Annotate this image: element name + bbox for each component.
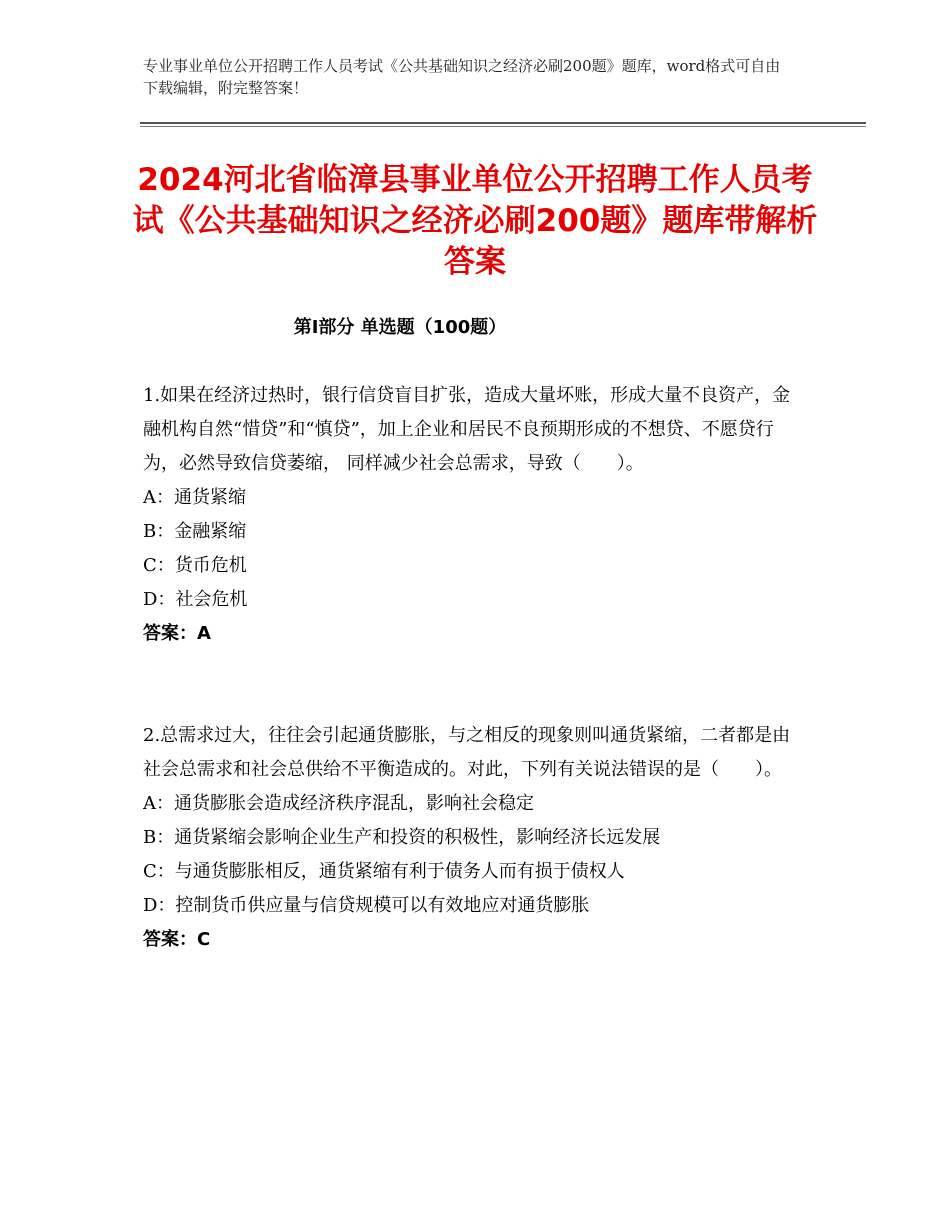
question-text: 2.总需求过大，往往会引起通货膨胀，与之相反的现象则叫通货紧缩，二者都是由社会总需求和社会总供给不平衡造成的。对此，下列有关说法错误的是（ ）。 [143,725,791,780]
header-rule-thick [140,122,866,124]
option-b: B：金融紧缩 [143,521,247,542]
answer: 答案：C [143,929,211,950]
option-c: C：与通货膨胀相反，通货紧缩有利于债务人而有损于债权人 [143,861,625,882]
option-a: A：通货紧缩 [143,487,246,508]
option-a: A：通货膨胀会造成经济秩序混乱，影响社会稳定 [143,793,534,814]
answer: 答案：A [143,623,211,644]
option-d: D：社会危机 [143,589,248,610]
option-b: B：通货紧缩会影响企业生产和投资的积极性，影响经济长远发展 [143,827,661,848]
question-text: 1.如果在经济过热时，银行信贷盲目扩张，造成大量坏账，形成大量不良资产，金融机构自然“惜贷”和“慎贷”，加上企业和居民不良预期形成的不想贷、不愿贷行为，必然导致信贷萎缩， 同样减少社会总需求，导致（ ）。 [143,385,791,474]
question-2 [143,719,808,957]
option-c: C：货币危机 [143,555,247,576]
section-heading: 第Ⅰ部分 单选题（100题） [293,317,507,338]
document-title: 2024河北省临漳县事业单位公开招聘工作人员考试《公共基础知识之经济必刷200题》题库带解析答案 [132,162,818,280]
header-note: 专业事业单位公开招聘工作人员考试《公共基础知识之经济必刷200题》题库，word格式可自由下载编辑，附完整答案！ [143,57,781,97]
option-d: D：控制货币供应量与信贷规模可以有效地应对通货膨胀 [143,895,590,916]
question-1 [143,379,808,651]
header-rule-thin [140,126,866,127]
